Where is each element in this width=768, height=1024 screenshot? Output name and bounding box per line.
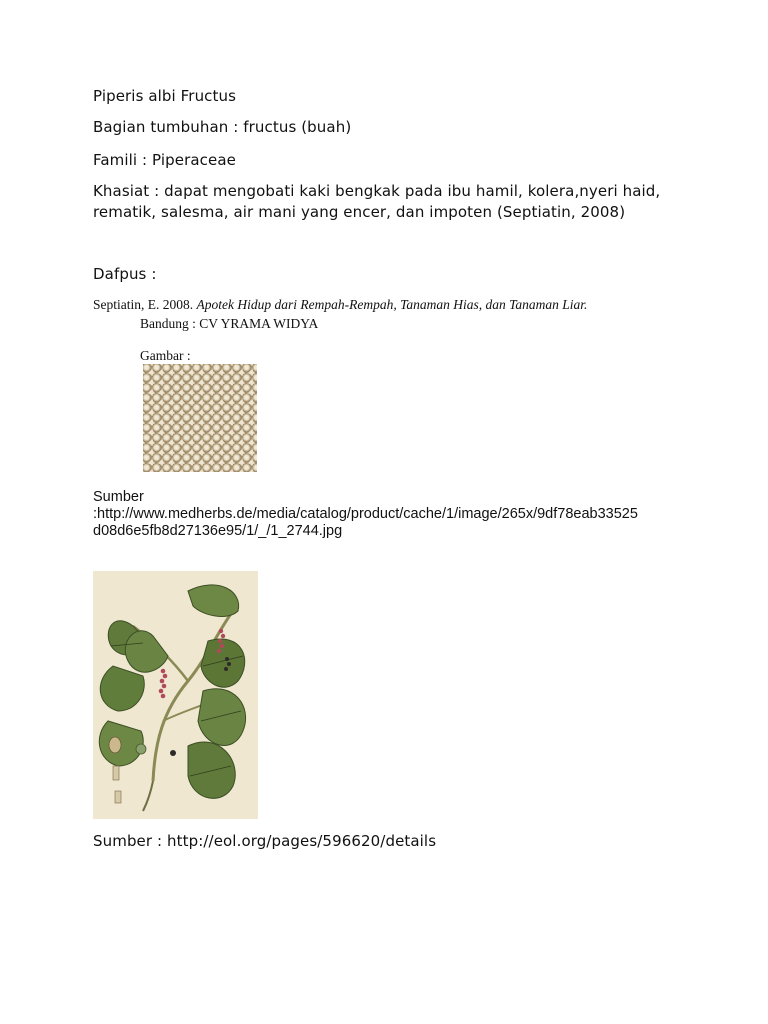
image-label: Gambar : (140, 348, 191, 363)
source-1-url-line-1: :http://www.medherbs.de/media/catalog/product/cache/1/image/265x/9df78eab33525 (93, 506, 638, 522)
reference-author-year: Septiatin, E. 2008. (93, 297, 197, 312)
reference-publisher: Bandung : CV YRAMA WIDYA (140, 316, 319, 331)
benefits-line-1: Khasiat : dapat mengobati kaki bengkak pada ibu hamil, kolera,nyeri haid, (93, 182, 661, 200)
document-title: Piperis albi Fructus (93, 87, 237, 105)
family-line: Famili : Piperaceae (93, 151, 236, 169)
white-peppercorns-photo (143, 364, 257, 472)
source-1-url-line-2: d08d6e5fb8d27136e95/1/_/1_2744.jpg (93, 523, 343, 539)
bibliography-heading: Dafpus : (93, 265, 157, 283)
reference-book-title: Apotek Hidup dari Rempah-Rempah, Tanaman Hias, dan Tanaman Liar. (196, 297, 588, 312)
source-2: Sumber : http://eol.org/pages/596620/details (93, 832, 437, 850)
plant-part-line: Bagian tumbuhan : fructus (buah) (93, 118, 352, 136)
reference-entry (93, 297, 587, 313)
source-1-label: Sumber (93, 489, 144, 505)
benefits-line-2: rematik, salesma, air mani yang encer, dan impoten (Septiatin, 2008) (93, 203, 626, 221)
piper-plant-illustration (93, 571, 258, 819)
